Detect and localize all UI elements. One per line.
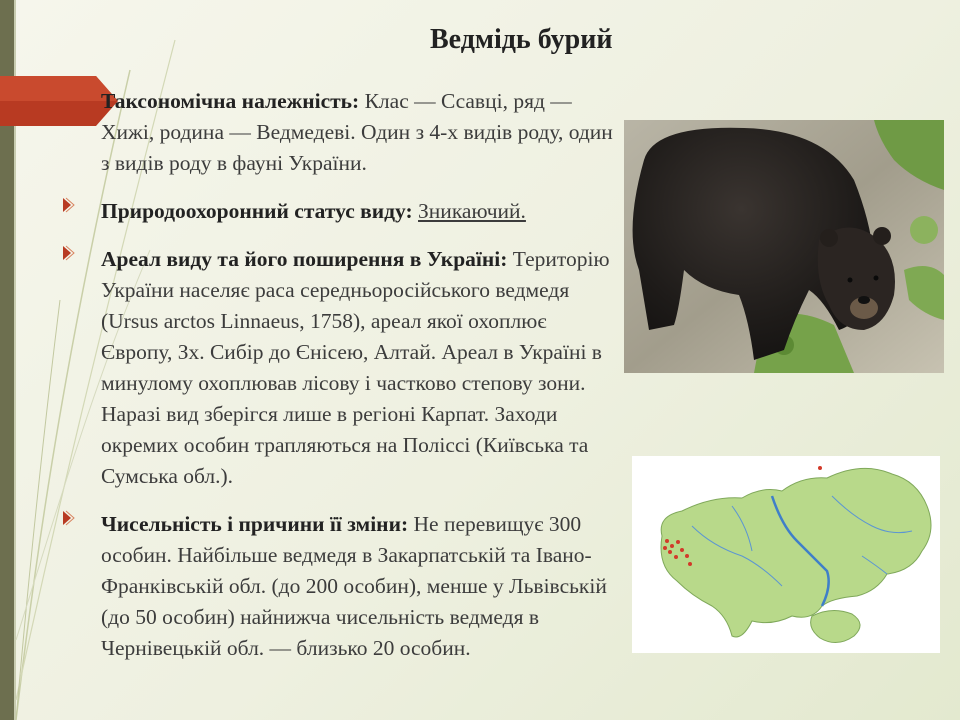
section-text: Клас — Ссавці, ряд — Хижі, родина — Ведмедеві. Один з 4-х видів роду, один з видів роду в фауні України.: [101, 89, 613, 175]
brown-bear-photo: [624, 120, 944, 373]
map-illustration: [632, 456, 940, 653]
section-label: Таксономічна належність:: [101, 89, 360, 113]
bullet-icon: [61, 509, 77, 527]
bullet-icon: [61, 196, 77, 214]
section-text: Не перевищує 300 особин. Найбільше ведмедя в Закарпатській та Івано-Франківській обл. (до 200 особин), менше у Львівській (до 50 особин) найнижча чисельність ведмедя в Чернівецькій обл. — близько 20 особин.: [101, 512, 607, 660]
section-label: Чисельність і причини її зміни:: [101, 512, 409, 536]
bear-illustration: [624, 120, 944, 373]
section-taxonomy: [101, 86, 613, 179]
slide-title: Ведмідь бурий: [430, 24, 613, 55]
slide-body: [101, 86, 613, 681]
section-status: [101, 196, 613, 227]
section-label: Природоохоронний статус виду:: [101, 199, 413, 223]
ukraine-range-map: [632, 456, 940, 653]
section-population: [101, 509, 613, 664]
section-label: Ареал виду та його поширення в Україні:: [101, 247, 508, 271]
status-link[interactable]: Зникаючий.: [418, 199, 526, 223]
section-range: [101, 244, 613, 492]
section-text: Територію України населяє раса середньоросійського ведмедя (Ursus arctos Linnaeus, 1758), ареал якої охоплює Європу, Зх. Сибір до Єнісею, Алтай. Ареал в Україні в минулому охоплював лісову і частково степову зони. Наразі вид зберігся лише в регіоні Карпат. Заходи окремих особин трапляються на Поліссі (Київська та Сумська обл.).: [101, 247, 610, 488]
bullet-icon: [61, 244, 77, 262]
